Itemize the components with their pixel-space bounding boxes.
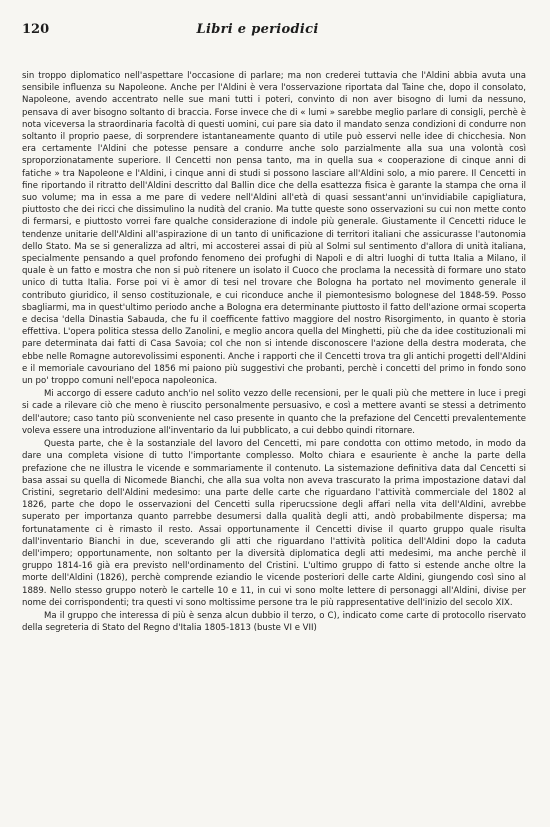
running-head: Libri e periodici [196,22,319,37]
paragraph-1: sin troppo diplomatico nell'aspettare l'occasione di parlare; ma non crederei tuttavia che l'Aldini abbia avuta una sensibile influenza su Napoleone. Anche per l'Aldini è vera l'osservazione riportata dal Taine che, dopo il consolato, Napoleone, avendo accentrato nelle sue mani tutti i poteri, convinto di non aver bisogno di lumi da nessuno, pensava di aver bisogno soltanto di braccia. Forse invece che di « lumi » sarebbe meglio parlare di consigli, perchè è nota viceversa la straordinaria facoltà di questi uomini, cui pare sia dato il mandato senza condizioni di condurre non soltanto il proprio paese, di sorprendere istantaneamente quanto di utile può esservi nelle idee di chicchesia. Non era certamente l'Aldini che potesse pensare a condurre anche solo parzialmente alla sua una volontà così sproporzionatamente superiore. Il Cencetti non pensa tanto, ma in quella sua « cooperazione di cinque anni di fatiche » tra Napoleone e l'Aldini, i cinque anni di studi si possono lasciare all'Aldini solo, a mio parere. Il Cencetti in fine riportando il ritratto dell'Aldini descritto dal Ballin dice che della esattezza fisica è garante la stampa che orna il suo volume; ma in essa a me pare di vedere nell'Aldini all'età di quasi sessant'anni un'invidiabile capigliatura, piuttosto che dei ricci che dissimulino la nudità del cranio. Ma tutte queste sono osservazioni su cui non mette conto di fermarsi, e piuttosto vorrei fare qualche considerazione di indole più generale. Giustamente il Cencetti riduce le tendenze unitarie dell'Aldini all'aspirazione di un tanto di unificazione di territori italiani che assicurasse l'autonomia dello Stato. Ma se si generalizza ad altri, mi accosterei assai di più al Solmi sul sentimento d'allora di unità italiana, specialmente pensando a quel profondo fenomeno dei profughi di Napoli e di altri luoghi di tutta Italia a Milano, il quale è un fatto e mostra che non si può ritenere un isolato il Cuoco che proclama la necessità di formare uno stato unico di tutta Italia. Forse poi vi è amor di tesi nel trovare che Bologna ha portato nel movimento generale il contributo giuridico, il senso costituzionale, e cui riconduce anche il piemontesismo bolognese del 1848-59. Posso sbagliarmi, ma in quest'ultimo periodo anche a Bologna era determinante piuttosto il fatto dell'azione ormai scoperta e decisa 'della Dinastia Sabauda, che fu il coefficente fattivo maggiore del nostro Risorgimento, in quanto è storia effettiva. L'opera politica stessa dello Zanolini, e meglio ancora quella del Minghetti, più che da idee costituzionali mi pare determinata dai fatti di Casa Savoia; col che non si intende disconoscere l'azione della destra moderata, che ebbe nelle Romagne autorevolissimi esponenti. Anche i rapporti che il Cencetti trova tra gli antichi progetti dell'Aldini e il memoriale cavouriano del 1856 mi paiono più suggestivi che probanti, perchè i concetti del primo in fondo sono un po' troppo comuni nell'epoca napoleonica. [22,71,526,387]
page-header [22,22,526,44]
paragraph-4: Ma il gruppo che interessa di più è senza alcun dubbio il terzo, o C), indicato come carte di protocollo riservato della segreteria di Stato del Regno d'Italia 1805-1813 (buste VI e VII) [22,610,526,634]
page-number: 120 [22,22,50,37]
article-body [22,70,526,634]
paragraph-2: Mi accorgo di essere caduto anch'io nel solito vezzo delle recensioni, per le quali più che mettere in luce i pregi si cade a rilevare ciò che meno è riuscito personalmente persuasivo, e così a mettere avanti se stessi a detrimento dell'autore; caso tanto più sconveniente nel caso presente in quanto che la prefazione del Cencetti prevalentemente voleva essere una introduzione all'inventario da lui pubblicato, a cui debbo quindi ritornare. [22,389,526,436]
paragraph-3: Questa parte, che è la sostanziale del lavoro del Cencetti, mi pare condotta con ottimo metodo, in modo da dare una completa visione di tutto l'importante complesso. Molto chiara e esauriente è anche la parte della prefazione che ne illustra le vicende e sommariamente il contenuto. La sistemazione definitiva data dal Cencetti si basa assai su quella di Nicomede Bianchi, che alla sua volta non aveva trascurato la prima impostazione datavi dal Cristini, segretario dell'Aldini medesimo: una parte delle carte che riguardano l'attività commerciale del 1802 al 1826, parte che dopo le osservazioni del Cencetti sulla riperucssione degli affari nella vita dell'Aldini, avrebbe superato per importanza quanto parrebbe desumersi dalla qualità degli atti, andò probabilmente dispersa; ma fortunatamente ci è rimasto il resto. Assai opportunamente il Cencetti divise il quarto gruppo quale risulta dall'inventario Bianchi in due, sceverando gli atti che riguardano l'attività politica dell'Aldini dopo la caduta dell'impero; opportunamente, non soltanto per la diversità diplomatica degli atti medesimi, ma anche perchè il gruppo 1814-16 già era previsto nell'ordinamento del Cristini. L'ultimo gruppo di fatto si estende anche oltre la morte dell'Aldini (1826), perchè comprende eziandio le vicende posteriori delle carte Aldini, giungendo così sino al 1889. Nello stesso gruppo noterò le cartelle 10 e 11, in cui vi sono molte lettere di personaggi all'Aldini, divise per nome dei corrispondenti; tra questi vi sono moltissime persone tra le più rappresentative dell'inizio del secolo XIX. [22,439,526,608]
